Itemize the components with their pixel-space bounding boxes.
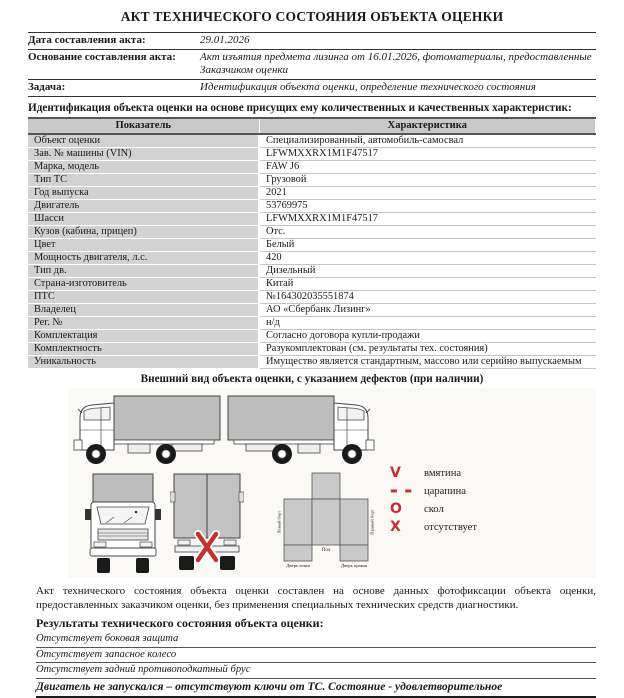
identification-table-body	[28, 134, 596, 369]
legend	[390, 464, 477, 536]
meta-row	[28, 33, 596, 50]
table-row	[28, 187, 596, 200]
indicator-cell: Комплектация	[28, 330, 259, 343]
table-row	[28, 200, 596, 213]
indicator-cell: Тип дв.	[28, 265, 259, 278]
defect-symbol-icon: X	[390, 520, 424, 534]
column-header-indicator: Показатель	[28, 118, 259, 134]
identification-header-row	[28, 118, 596, 134]
characteristic-cell: н/д	[259, 317, 596, 330]
table-row	[28, 252, 596, 265]
meta-label: Основание составления акта:	[28, 50, 200, 80]
indicator-cell: Комплектность	[28, 343, 259, 356]
table-row	[28, 330, 596, 343]
characteristic-cell: Имущество является стандартным, массово или серийно выпускаемым	[259, 356, 596, 369]
meta-value: Идентификация объекта оценки, определение технического состояния	[200, 80, 596, 97]
truck-side-view-left-icon	[70, 394, 222, 466]
characteristic-cell: Согласно договора купли-продажи	[259, 330, 596, 343]
indicator-cell: Зав. № машины (VIN)	[28, 148, 259, 161]
characteristic-cell: LFWMXXRX1M1F47517	[259, 213, 596, 226]
box-label-door-left: Дверь левая	[286, 563, 310, 568]
characteristic-cell: АО «Сбербанк Лизинг»	[259, 304, 596, 317]
meta-table	[28, 32, 596, 97]
page-title: АКТ ТЕХНИЧЕСКОГО СОСТОЯНИЯ ОБЪЕКТА ОЦЕНКИ	[28, 9, 596, 25]
indicator-cell: ПТС	[28, 291, 259, 304]
table-row	[28, 226, 596, 239]
indicator-cell: Год выпуска	[28, 187, 259, 200]
box-label-left-side: Левый борт	[277, 511, 282, 534]
table-row	[28, 343, 596, 356]
meta-label: Дата составления акта:	[28, 33, 200, 50]
box-label-door-right: Дверь правая	[341, 563, 368, 568]
table-row	[28, 265, 596, 278]
characteristic-cell: 53769975	[259, 200, 596, 213]
table-row	[28, 356, 596, 369]
defect-symbol-label: скол	[424, 504, 444, 515]
characteristic-cell: LFWMXXRX1M1F47517	[259, 148, 596, 161]
defect-symbol-icon: V	[390, 466, 424, 480]
legend-item	[390, 464, 477, 482]
characteristic-cell: Дизельный	[259, 265, 596, 278]
finding-row: Отсутствует боковая защита	[36, 632, 596, 648]
characteristic-cell: Специализированный, автомобиль-самосвал	[259, 134, 596, 148]
meta-value: 29.01.2026	[200, 33, 596, 50]
table-row	[28, 317, 596, 330]
truck-front-view-icon	[84, 472, 162, 574]
indicator-cell: Цвет	[28, 239, 259, 252]
appearance-heading: Внешний вид объекта оценки, с указанием дефектов (при наличии)	[28, 373, 596, 385]
meta-row	[28, 80, 596, 97]
finding-row: Отсутствует запасное колесо	[36, 648, 596, 664]
table-row	[28, 278, 596, 291]
defect-symbol-icon: O	[390, 502, 424, 516]
finding-row: Отсутствует задний противоподкатный брус	[36, 663, 596, 679]
meta-label: Задача:	[28, 80, 200, 97]
indicator-cell: Шасси	[28, 213, 259, 226]
characteristic-cell: Китай	[259, 278, 596, 291]
results-heading: Результаты технического состояния объекта оценки:	[36, 616, 596, 631]
legend-item	[390, 518, 477, 536]
table-row	[28, 239, 596, 252]
indicator-cell: Страна-изготовитель	[28, 278, 259, 291]
vehicle-diagram-scan	[68, 388, 596, 578]
conclusion-section	[28, 585, 596, 698]
indicator-cell: Мощность двигателя, л.с.	[28, 252, 259, 265]
findings-list	[36, 632, 596, 679]
box-label-right-side: Правый борт	[370, 509, 375, 534]
defect-symbol-icon: ▬ ▬	[390, 484, 424, 498]
table-row	[28, 148, 596, 161]
characteristic-cell: Разукомплектован (см. результаты тех. состояния)	[259, 343, 596, 356]
characteristic-cell: Белый	[259, 239, 596, 252]
indicator-cell: Владелец	[28, 304, 259, 317]
meta-table-body	[28, 33, 596, 97]
table-row	[28, 213, 596, 226]
characteristic-cell: Отс.	[259, 226, 596, 239]
truck-side-view-right-icon	[226, 394, 378, 466]
meta-value: Акт изъятия предмета лизинга от 16.01.2026, фотоматериалы, предоставленные Заказчиком оценки	[200, 50, 596, 80]
final-condition: Двигатель не запускался – отсутствуют ключи от ТС. Состояние - удовлетворительное	[36, 679, 596, 698]
indicator-cell: Двигатель	[28, 200, 259, 213]
legend-item	[390, 500, 477, 518]
characteristic-cell: Грузовой	[259, 174, 596, 187]
indicator-cell: Рег. №	[28, 317, 259, 330]
indicator-cell: Уникальность	[28, 356, 259, 369]
characteristic-cell: 420	[259, 252, 596, 265]
table-row	[28, 174, 596, 187]
characteristic-cell: №164302035551874	[259, 291, 596, 304]
column-header-characteristic: Характеристика	[259, 118, 596, 134]
indicator-cell: Марка, модель	[28, 161, 259, 174]
meta-row	[28, 50, 596, 80]
identification-table	[28, 117, 596, 369]
indicator-cell: Объект оценки	[28, 134, 259, 148]
identification-heading: Идентификация объекта оценки на основе присущих ему количественных и качественных характеристик:	[28, 102, 596, 114]
indicator-cell: Кузов (кабина, прицеп)	[28, 226, 259, 239]
legend-item	[390, 482, 477, 500]
box-label-floor: Пол	[322, 548, 331, 553]
characteristic-cell: FAW J6	[259, 161, 596, 174]
table-row	[28, 304, 596, 317]
defect-symbol-label: вмятина	[424, 468, 461, 479]
table-row	[28, 291, 596, 304]
indicator-cell: Тип ТС	[28, 174, 259, 187]
characteristic-cell: 2021	[259, 187, 596, 200]
truck-rear-view-icon	[170, 472, 244, 574]
table-row	[28, 134, 596, 148]
conclusion-paragraph: Акт технического состояния объекта оценки составлен на основе данных фотофиксации объекта оценки, предоставленных заказчиком оценки, без применения специальных технических средств диагностики.	[36, 585, 596, 612]
defect-symbol-label: отсутствует	[424, 522, 477, 533]
table-row	[28, 161, 596, 174]
defect-symbol-label: царапина	[424, 486, 466, 497]
cargo-box-unfolded-diagram	[276, 472, 378, 574]
